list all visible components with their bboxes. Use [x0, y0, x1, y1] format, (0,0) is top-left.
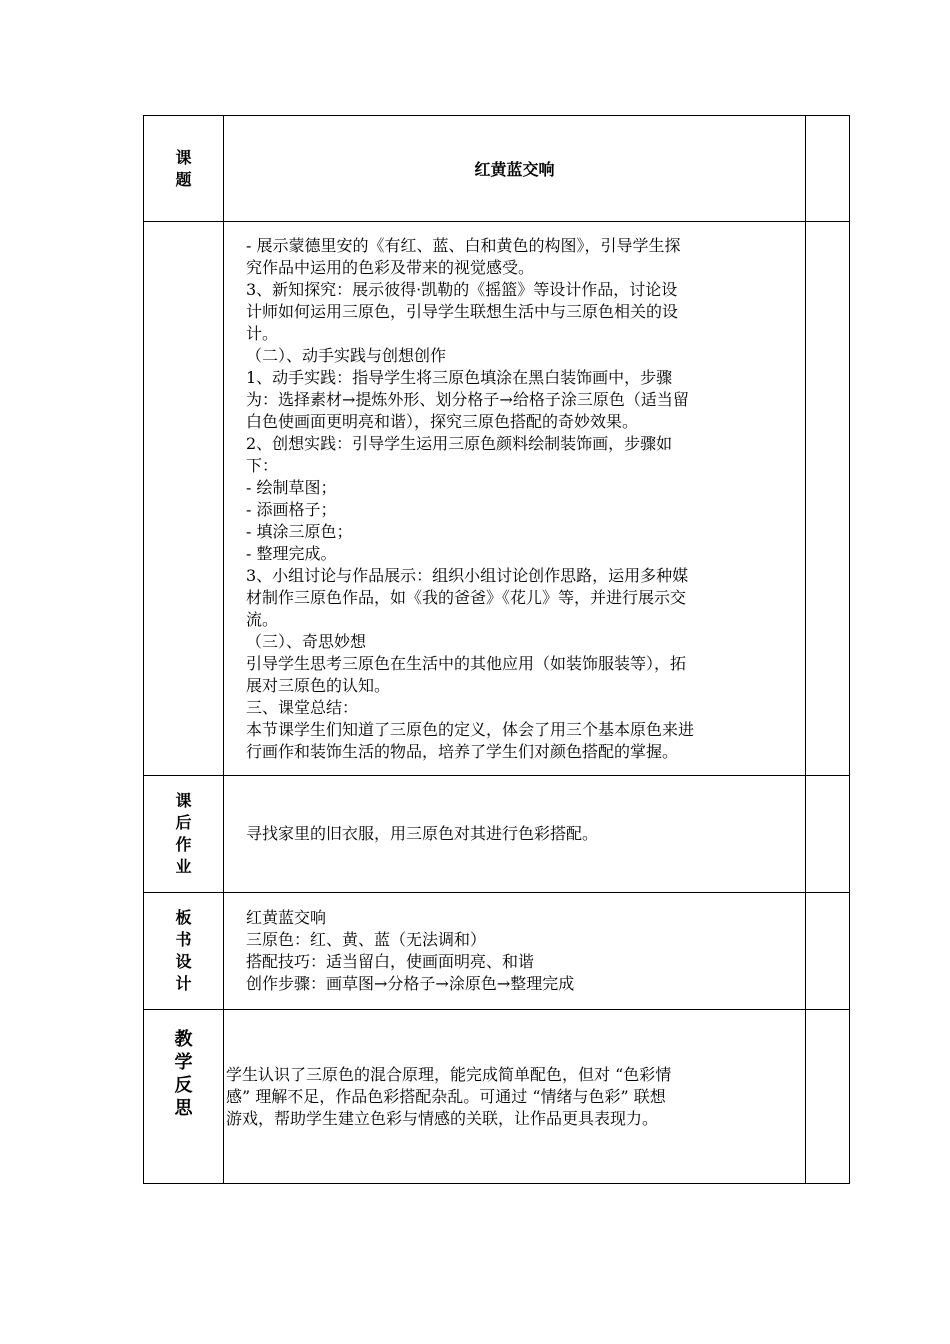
process-extra-cell	[806, 222, 850, 776]
row-teaching-process	[144, 222, 850, 776]
reflection-text: 学生认识了三原色的混合原理，能完成简单配色，但对 “色彩情 感” 理解不足，作品色彩搭配杂乱。可通过 “情绪与色彩” 联想 游戏，帮助学生建立色彩与情感的关联，让作品更具表现力。	[226, 1064, 672, 1128]
row-reflection	[144, 1010, 850, 1184]
homework-text: 寻找家里的旧衣服，用三原色对其进行色彩搭配。	[246, 824, 599, 843]
topic-title: 红黄蓝交响	[224, 116, 806, 222]
topic-label: 课 题	[144, 116, 224, 222]
process-label-cell	[144, 222, 224, 776]
row-homework	[144, 776, 850, 893]
board-label: 板 书 设 计	[144, 893, 224, 1010]
reflection-content-cell	[224, 1010, 806, 1184]
process-content-cell	[224, 222, 806, 776]
board-content-cell	[224, 893, 806, 1010]
topic-extra-cell	[806, 116, 850, 222]
homework-label: 课 后 作 业	[144, 776, 224, 893]
process-text: - 展示蒙德里安的《有红、蓝、白和黄色的构图》，引导学生探 究作品中运用的色彩及带来的视觉感受。 3、新知探究：展示彼得·凯勒的《摇篮》等设计作品，讨论设 计师如何运用三原色，引导学生联想生活中与三原色相关的设 计。 （二）、动手实践与创想创作 1、动手实践：指导学生将三原色填涂在黑白装饰画中，步骤 为：选择素材→提炼外形、划分格子→给格子涂三原色（适当留 白色使画面更明亮和谐），探究三原色搭配的奇妙效果。 2、创想实践：引导学生运用三原色颜料绘制装饰画，步骤如 下： - 绘制草图； - 添画格子； - 填涂三原色； - 整理完成。 3、小组讨论与作品展示：组织小组讨论创作思路，运用多种媒 材制作三原色作品，如《我的爸爸》《花儿》等，并进行展示交 流。 （三）、奇思妙想 引导学生思考三原色在生活中的其他应用（如装饰服装等），拓 展对三原色的认知。 三、课堂总结： 本节课学生们知道了三原色的定义，体会了用三个基本原色来进 行画作和装饰生活的物品，培养了学生们对颜色搭配的掌握。	[246, 235, 695, 761]
homework-extra-cell	[806, 776, 850, 893]
row-topic	[144, 116, 850, 222]
reflection-label: 教 学 反 思	[144, 1010, 224, 1184]
lesson-plan-table	[143, 115, 850, 1184]
row-board-design	[144, 893, 850, 1010]
homework-content-cell	[224, 776, 806, 893]
board-extra-cell	[806, 893, 850, 1010]
reflection-extra-cell	[806, 1010, 850, 1184]
board-text: 红黄蓝交响 三原色：红、黄、蓝（无法调和） 搭配技巧：适当留白，使画面明亮、和谐 创作步骤：画草图→分格子→涂原色→整理完成	[246, 908, 575, 993]
